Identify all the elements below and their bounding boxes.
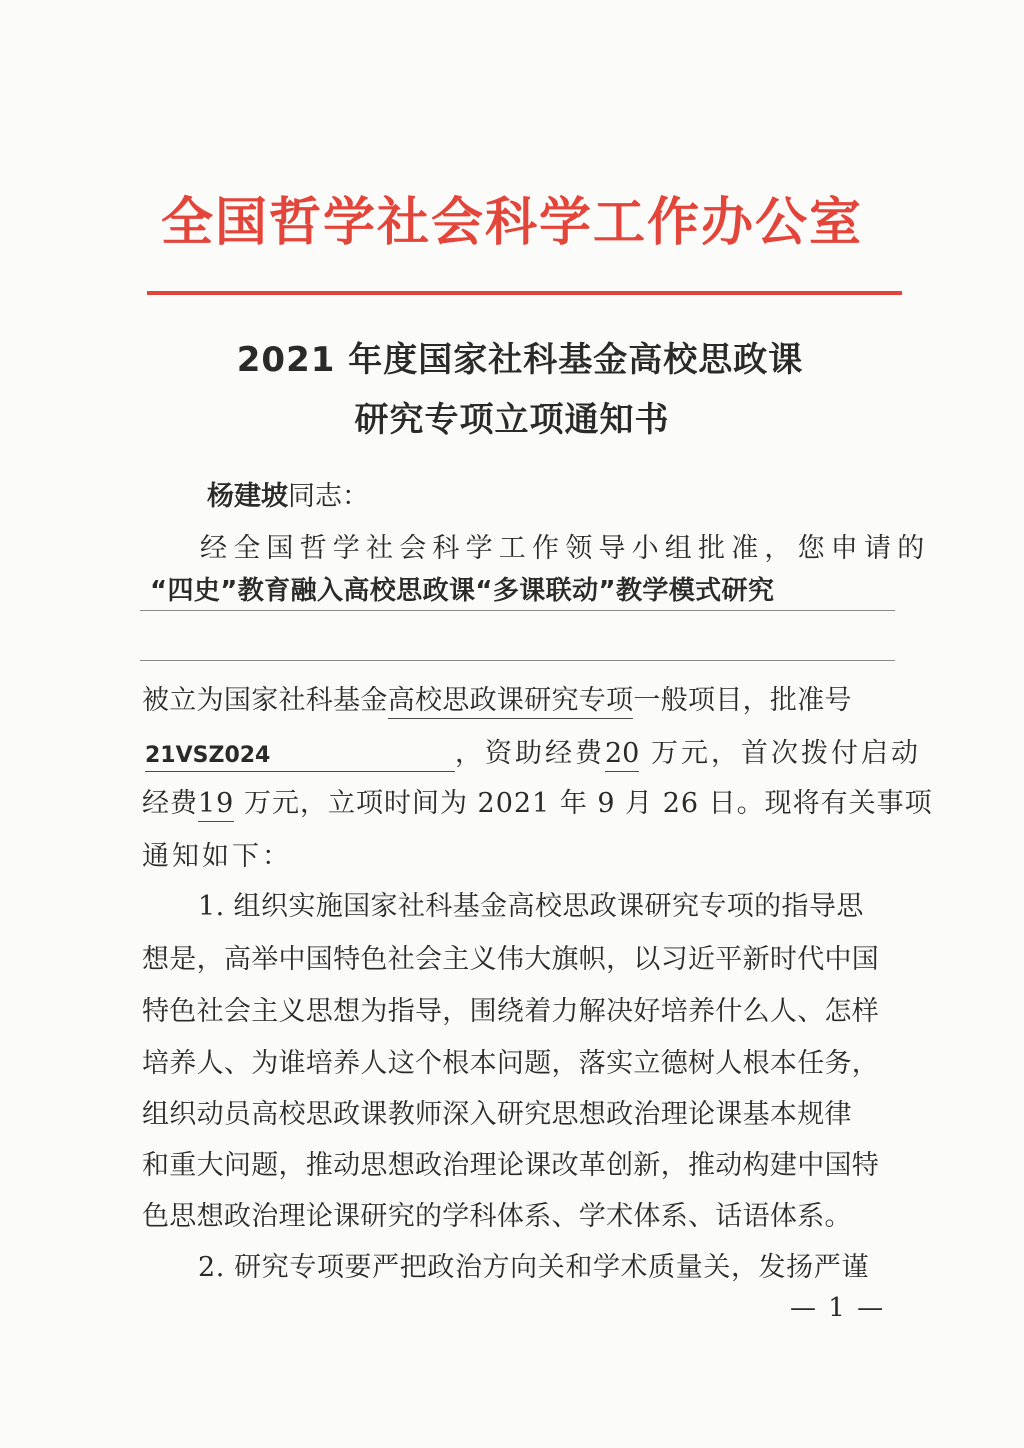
page-number: — 1 — bbox=[790, 1293, 886, 1323]
paragraph-1-line-7: 色思想政治理论课研究的学科体系、学术体系、话语体系。 bbox=[142, 1201, 852, 1232]
salutation-suffix: 同志： bbox=[288, 481, 369, 512]
project-title-underline-1 bbox=[140, 610, 895, 611]
salutation bbox=[207, 483, 369, 510]
paragraph-1-line-3: 特色社会主义思想为指导，围绕着力解决好培养什么人、怎样 bbox=[142, 996, 880, 1027]
approval-prefix: 被立为国家社科基金 bbox=[142, 685, 388, 716]
document-title-line-2: 研究专项立项通知书 bbox=[354, 400, 670, 440]
approval-line-3 bbox=[142, 790, 933, 817]
intro-text: 经全国哲学社会科学工作领导小组批准，您申请的 bbox=[200, 533, 931, 564]
paragraph-1-line-6: 和重大问题，推动思想政治理论课改革创新，推动构建中国特 bbox=[142, 1150, 880, 1181]
approval-line-2 bbox=[145, 740, 921, 772]
project-title: “四史”教育融入高校思政课“多课联动”教学模式研究 bbox=[150, 576, 775, 606]
document-title-line-1: 2021 年度国家社科基金高校思政课 bbox=[236, 340, 804, 380]
red-divider bbox=[147, 291, 902, 295]
paragraph-1-line-1: 1. 组织实施国家社科基金高校思政课研究专项的指导思 bbox=[198, 891, 864, 922]
approval-number: 21VSZ024 bbox=[145, 745, 455, 772]
issuer-masthead: 全国哲学社会科学工作办公室 bbox=[160, 193, 863, 253]
initial-funding-amount: 19 bbox=[198, 788, 234, 822]
paragraph-2-line-1: 2. 研究专项要严把政治方向关和学术质量关，发扬严谨 bbox=[198, 1252, 869, 1283]
paragraph-1-line-4: 培养人、为谁培养人这个根本问题，落实立德树人根本任务， bbox=[142, 1048, 880, 1079]
approval-suffix: 一般项目，批准号 bbox=[633, 685, 852, 716]
funding-suffix: 万元，首次拨付启动 bbox=[639, 738, 921, 769]
recipient-name: 杨建坡 bbox=[207, 481, 288, 512]
funding-amount: 20 bbox=[605, 738, 639, 772]
initial-funding-suffix: 万元，立项时间为 2021 年 9 月 26 日。现将有关事项 bbox=[234, 788, 933, 819]
approval-line-4: 通知如下： bbox=[142, 841, 292, 872]
initial-funding-prefix: 经费 bbox=[142, 788, 198, 819]
project-title-underline-2 bbox=[140, 660, 895, 661]
program-name: 高校思政课研究专项 bbox=[388, 685, 634, 719]
paragraph-1-line-2: 想是，高举中国特色社会主义伟大旗帜，以习近平新时代中国 bbox=[142, 944, 880, 975]
funding-prefix: ，资助经费 bbox=[455, 738, 605, 769]
paragraph-1-line-5: 组织动员高校思政课教师深入研究思想政治理论课基本规律 bbox=[142, 1099, 852, 1130]
approval-line-1 bbox=[142, 687, 852, 714]
